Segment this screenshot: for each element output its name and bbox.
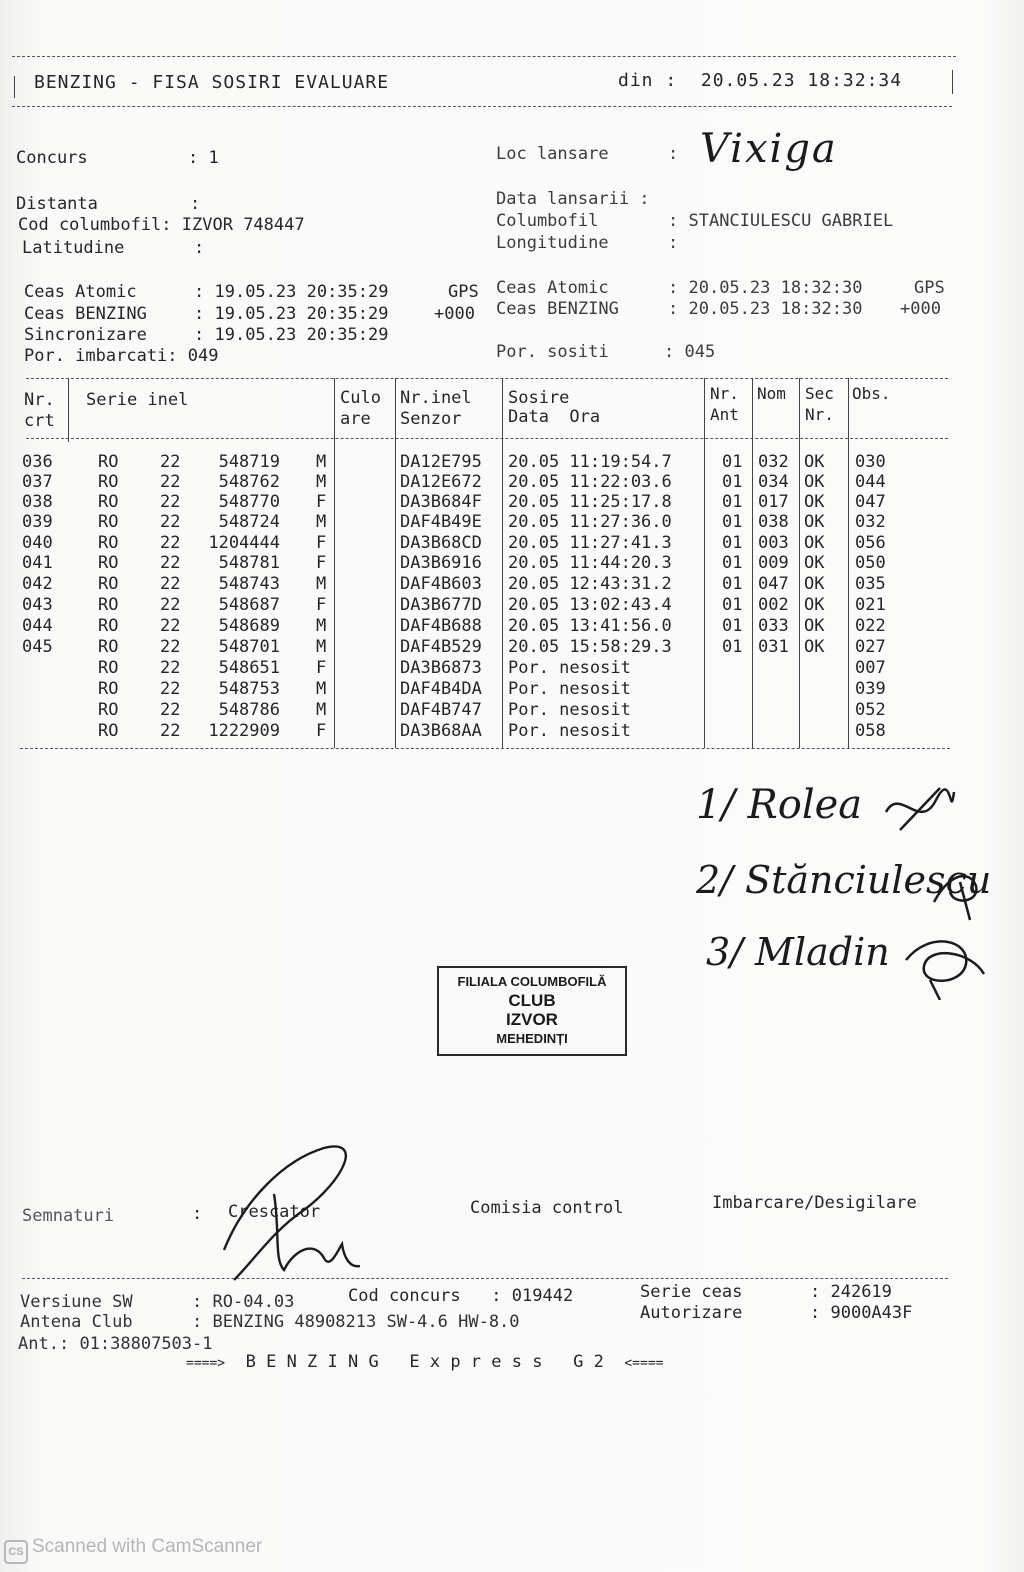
concurs-label: Concurs <box>16 148 88 168</box>
cell-ant: 01 <box>722 574 743 594</box>
cell-sosire: Por. nesosit <box>508 721 631 741</box>
table-top-rule <box>26 378 948 379</box>
cod-columbofil-line: Cod columbofil: IZVOR 748447 <box>18 215 305 235</box>
cell-sosire: 20.05 11:19:54.7 <box>508 452 672 472</box>
report-title: BENZING - FISA SOSIRI EVALUARE <box>34 72 390 93</box>
header-crt: crt <box>24 411 55 431</box>
cell-nr: 045 <box>22 637 53 657</box>
cell-senzor: DAF4B4DA <box>400 679 482 699</box>
cell-obs: 056 <box>855 533 886 553</box>
serie-ceas-value-wrap: : 242619 <box>810 1282 892 1302</box>
data-lansarii-line: Data lansarii : <box>496 189 650 209</box>
ceas-benzing-label-right: Ceas BENZING <box>496 299 619 319</box>
cell-sex: F <box>316 553 327 573</box>
versiune-line <box>20 1292 295 1312</box>
stamp-line-2: CLUB <box>508 991 556 1010</box>
sositi-label: Por. sositi <box>496 342 609 362</box>
loc-lansare-line <box>496 144 679 164</box>
col-divider <box>68 378 69 442</box>
cell-nr: 042 <box>22 574 53 594</box>
autorizare-line <box>640 1303 913 1323</box>
imbarcati-value: 049 <box>187 346 219 366</box>
header-data-ora: Data Ora <box>508 407 601 427</box>
header-serie: Serie inel <box>86 390 189 410</box>
handwritten-line-2: 2/ Stănciulescu <box>696 858 992 902</box>
cell-sex: F <box>316 492 327 512</box>
header-obs: Obs. <box>852 384 891 403</box>
cell-obs: 021 <box>855 595 886 615</box>
cell-tara: RO <box>98 658 119 678</box>
cell-obs: 052 <box>855 700 886 720</box>
distanta-colon: : <box>190 194 201 214</box>
ceas-atomic-value: 19.05.23 20:35:29 <box>214 282 389 302</box>
cell-sec: OK <box>804 553 825 573</box>
header-nom: Nom <box>757 384 786 403</box>
cell-senzor: DA12E672 <box>400 472 482 492</box>
table-row <box>0 658 1024 678</box>
signature-mark-icon <box>900 930 990 1000</box>
cell-an: 22 <box>160 595 181 615</box>
cell-senzor: DA3B6916 <box>400 553 482 573</box>
cell-an: 22 <box>160 533 181 553</box>
cell-senzor: DA3B677D <box>400 595 482 615</box>
header-are: are <box>340 409 371 429</box>
cell-ant: 01 <box>722 595 743 615</box>
cell-an: 22 <box>160 553 181 573</box>
signature-mark-icon <box>880 782 960 842</box>
camscanner-text: Scanned with CamScanner <box>32 1536 263 1557</box>
cell-nom: 032 <box>758 452 789 472</box>
cell-sosire: 20.05 11:25:17.8 <box>508 492 672 512</box>
ceas-atomic-line <box>24 282 479 302</box>
cell-nom: 009 <box>758 553 789 573</box>
cell-nr: 038 <box>22 492 53 512</box>
club-stamp <box>437 966 627 1056</box>
cell-obs: 058 <box>855 721 886 741</box>
sincronizare-label: Sincronizare <box>24 325 147 345</box>
ceas-atomic-value-wrap: : 19.05.23 20:35:29 <box>194 282 389 302</box>
semnaturi-colon: : <box>192 1204 203 1224</box>
ceas-benzing-value-wrap: : 19.05.23 20:35:29 <box>194 304 389 324</box>
cell-senzor: DA3B684F <box>400 492 482 512</box>
cell-ant: 01 <box>722 492 743 512</box>
stamp-line-1: FILIALA COLUMBOFILĂ <box>457 974 607 989</box>
table-header-rule <box>26 438 948 439</box>
table-row <box>0 512 1024 532</box>
cell-sec: OK <box>804 637 825 657</box>
benzing-offset-right: +000 <box>900 299 941 319</box>
cell-obs: 050 <box>855 553 886 573</box>
camscanner-watermark <box>4 1536 262 1564</box>
imbarcati-line: Por. imbarcati: 049 <box>24 346 219 366</box>
cell-nr: 036 <box>22 452 53 472</box>
ceas-atomic-value-right: 20.05.23 18:32:30 <box>688 278 863 298</box>
cell-an: 22 <box>160 658 181 678</box>
header-right-bar <box>952 70 953 94</box>
cell-senzor: DAF4B529 <box>400 637 482 657</box>
cod-concurs-line: Cod concurs : 019442 <box>348 1286 574 1306</box>
serie-ceas-label: Serie ceas <box>640 1282 743 1302</box>
cell-obs: 022 <box>855 616 886 636</box>
longitudine-line <box>496 233 679 253</box>
gps-label-right: GPS <box>914 278 945 298</box>
report-date-line <box>618 70 902 91</box>
header-top-rule <box>12 56 956 57</box>
report-date: 20.05.23 18:32:34 <box>700 70 903 91</box>
cod-columbofil-value: IZVOR 748447 <box>181 215 305 235</box>
cell-an: 22 <box>160 574 181 594</box>
cell-sex: M <box>316 700 327 720</box>
cell-tara: RO <box>98 574 119 594</box>
cell-tara: RO <box>98 553 119 573</box>
cell-nr: 037 <box>22 472 53 492</box>
cell-inel: 548719 <box>218 452 280 472</box>
cell-ant: 01 <box>722 472 743 492</box>
concurs-value: 1 <box>208 148 219 168</box>
concurs-value-wrap: : 1 <box>188 148 219 168</box>
concurs-line <box>16 148 219 168</box>
latitudine-colon: : <box>194 238 205 258</box>
cell-tara: RO <box>98 595 119 615</box>
cell-tara: RO <box>98 721 119 741</box>
header-ant: Ant <box>710 405 739 424</box>
sincronizare-value: 19.05.23 20:35:29 <box>214 325 389 345</box>
cell-sex: M <box>316 512 327 532</box>
cell-ant: 01 <box>722 452 743 472</box>
brand-arrow-right: <==== <box>624 1356 664 1371</box>
cell-nom: 017 <box>758 492 789 512</box>
cell-inel: 1204444 <box>208 533 280 553</box>
cell-nom: 033 <box>758 616 789 636</box>
cell-sec: OK <box>804 452 825 472</box>
distanta-line <box>16 194 201 214</box>
cell-nom: 003 <box>758 533 789 553</box>
header-bottom-rule <box>12 106 952 107</box>
handwritten-line-1: 1/ Rolea <box>696 782 863 828</box>
sositi-value-wrap: : 045 <box>664 342 716 362</box>
cell-inel: 548770 <box>218 492 280 512</box>
ceas-atomic-label: Ceas Atomic <box>24 282 137 302</box>
autorizare-value-wrap: : 9000A43F <box>810 1303 913 1323</box>
cell-sec: OK <box>804 595 825 615</box>
cell-nom: 038 <box>758 512 789 532</box>
columbofil-value: STANCIULESCU GABRIEL <box>688 211 894 231</box>
table-row <box>0 574 1024 594</box>
crescator-label: Crescator <box>228 1202 321 1222</box>
cell-sosire: 20.05 11:27:41.3 <box>508 533 672 553</box>
cod-concurs-label: Cod concurs <box>348 1286 461 1306</box>
ceas-benzing-label: Ceas BENZING <box>24 304 147 324</box>
cell-inel: 548753 <box>218 679 280 699</box>
cell-ant: 01 <box>722 512 743 532</box>
cell-obs: 044 <box>855 472 886 492</box>
camscanner-logo-icon: CS <box>4 1540 28 1564</box>
cell-tara: RO <box>98 616 119 636</box>
versiune-value: RO-04.03 <box>212 1292 295 1312</box>
table-row <box>0 721 1024 741</box>
ceas-benzing-value-right-wrap: : 20.05.23 18:32:30 <box>668 299 863 319</box>
versiune-label: Versiune SW <box>20 1292 133 1312</box>
cell-sex: M <box>316 616 327 636</box>
benzing-offset: +000 <box>434 304 475 324</box>
autorizare-label: Autorizare <box>640 1303 743 1323</box>
cell-sosire: Por. nesosit <box>508 658 631 678</box>
cell-inel: 548781 <box>218 553 280 573</box>
cell-tara: RO <box>98 452 119 472</box>
cell-tara: RO <box>98 472 119 492</box>
serie-ceas-value: 242619 <box>830 1282 892 1302</box>
cell-inel: 548743 <box>218 574 280 594</box>
table-row <box>0 553 1024 573</box>
cell-an: 22 <box>160 721 181 741</box>
imbarcare-label: Imbarcare/Desigilare <box>712 1193 917 1213</box>
latitudine-label: Latitudine <box>22 238 125 258</box>
benzing-brand-line <box>186 1352 663 1372</box>
cell-sec: OK <box>804 574 825 594</box>
cell-sec: OK <box>804 472 825 492</box>
cell-tara: RO <box>98 533 119 553</box>
cell-sex: M <box>316 574 327 594</box>
cod-columbofil-label: Cod columbofil <box>18 215 162 235</box>
cell-obs: 039 <box>855 679 886 699</box>
ceas-benzing-line <box>24 304 475 324</box>
header-nr-ant: Nr. <box>710 384 739 403</box>
date-label: din : <box>618 70 678 91</box>
ant-label: Ant.: <box>18 1334 70 1354</box>
brand-name: B E N Z I N G E x p r e s s G 2 <box>245 1352 604 1372</box>
cell-sosire: 20.05 12:43:31.2 <box>508 574 672 594</box>
cell-inel: 548724 <box>218 512 280 532</box>
longitudine-colon: : <box>668 233 679 253</box>
antena-value-wrap: : BENZING 48908213 SW-4.6 HW-8.0 <box>192 1312 520 1332</box>
cell-ant: 01 <box>722 553 743 573</box>
cell-nr: 044 <box>22 616 53 636</box>
cell-obs: 032 <box>855 512 886 532</box>
cell-inel: 548786 <box>218 700 280 720</box>
table-row <box>0 472 1024 492</box>
table-row <box>0 595 1024 615</box>
cell-nom: 002 <box>758 595 789 615</box>
ceas-atomic-value-right-wrap: : 20.05.23 18:32:30 <box>668 278 863 298</box>
cell-senzor: DAF4B49E <box>400 512 482 532</box>
cell-ant: 01 <box>722 637 743 657</box>
antena-value: BENZING 48908213 SW-4.6 HW-8.0 <box>212 1312 520 1332</box>
cell-nom: 047 <box>758 574 789 594</box>
cell-an: 22 <box>160 512 181 532</box>
cell-obs: 035 <box>855 574 886 594</box>
ant-value: 01:38807503-1 <box>79 1334 213 1354</box>
cell-sex: F <box>316 658 327 678</box>
cell-tara: RO <box>98 637 119 657</box>
cell-sex: M <box>316 679 327 699</box>
longitudine-label: Longitudine <box>496 233 609 253</box>
cell-tara: RO <box>98 512 119 532</box>
cell-nr: 039 <box>22 512 53 532</box>
latitudine-line <box>22 238 205 258</box>
loc-lansare-colon: : <box>668 144 679 164</box>
cell-an: 22 <box>160 700 181 720</box>
cell-senzor: DA3B6873 <box>400 658 482 678</box>
cell-sosire: 20.05 13:02:43.4 <box>508 595 672 615</box>
header-culo: Culo <box>340 388 381 408</box>
ceas-atomic-line-right <box>496 278 945 298</box>
header-left-bar <box>14 76 15 98</box>
loc-lansare-handwritten: Vixiga <box>700 126 838 172</box>
data-lansarii-label: Data lansarii <box>496 189 630 209</box>
cell-sosire: 20.05 11:27:36.0 <box>508 512 672 532</box>
cell-sex: F <box>316 721 327 741</box>
cell-sec: OK <box>804 616 825 636</box>
cell-sec: OK <box>804 512 825 532</box>
cell-tara: RO <box>98 679 119 699</box>
cell-senzor: DA3B68CD <box>400 533 482 553</box>
sositi-value: 045 <box>684 342 716 362</box>
table-bottom-rule <box>20 748 950 749</box>
cell-an: 22 <box>160 616 181 636</box>
cell-obs: 007 <box>855 658 886 678</box>
header-sosire: Sosire <box>508 388 570 408</box>
table-row <box>0 637 1024 657</box>
brand-arrow-left: ====> <box>186 1356 226 1371</box>
imbarcati-label: Por. imbarcati <box>24 346 168 366</box>
cell-obs: 030 <box>855 452 886 472</box>
cell-inel: 548687 <box>218 595 280 615</box>
antena-label: Antena Club <box>20 1312 133 1332</box>
cell-nom: 031 <box>758 637 789 657</box>
table-row <box>0 679 1024 699</box>
cell-inel: 548651 <box>218 658 280 678</box>
columbofil-line <box>496 211 894 231</box>
semnaturi-label: Semnaturi <box>22 1206 115 1226</box>
header-sec: Sec <box>805 384 834 403</box>
cell-inel: 548689 <box>218 616 280 636</box>
table-row <box>0 616 1024 636</box>
cell-inel: 548762 <box>218 472 280 492</box>
cell-inel: 1222909 <box>208 721 280 741</box>
cell-senzor: DAF4B747 <box>400 700 482 720</box>
footer-rule <box>22 1278 948 1279</box>
cell-sosire: 20.05 13:41:56.0 <box>508 616 672 636</box>
cell-nr: 040 <box>22 533 53 553</box>
cell-sex: F <box>316 533 327 553</box>
distanta-label: Distanta <box>16 194 98 214</box>
cell-an: 22 <box>160 472 181 492</box>
cell-obs: 047 <box>855 492 886 512</box>
cell-tara: RO <box>98 700 119 720</box>
cell-ant: 01 <box>722 533 743 553</box>
cell-sosire: Por. nesosit <box>508 700 631 720</box>
sositi-line <box>496 342 716 362</box>
cell-senzor: DA12E795 <box>400 452 482 472</box>
ant-line <box>18 1334 213 1354</box>
table-row <box>0 533 1024 553</box>
cell-inel: 548701 <box>218 637 280 657</box>
cell-sex: M <box>316 472 327 492</box>
header-nrinel: Nr.inel <box>400 388 472 408</box>
cell-sosire: 20.05 11:44:20.3 <box>508 553 672 573</box>
cell-sex: F <box>316 595 327 615</box>
cell-an: 22 <box>160 679 181 699</box>
columbofil-value-wrap: : STANCIULESCU GABRIEL <box>668 211 894 231</box>
sincronizare-value-wrap: : 19.05.23 20:35:29 <box>194 325 389 345</box>
cell-sosire: 20.05 11:22:03.6 <box>508 472 672 492</box>
antena-line <box>20 1312 520 1332</box>
ceas-benzing-line-right <box>496 299 941 319</box>
ceas-benzing-value-right: 20.05.23 18:32:30 <box>688 299 863 319</box>
table-row <box>0 700 1024 720</box>
cell-senzor: DAF4B688 <box>400 616 482 636</box>
cell-an: 22 <box>160 452 181 472</box>
stamp-line-3: IZVOR <box>506 1010 558 1029</box>
cell-senzor: DAF4B603 <box>400 574 482 594</box>
handwritten-line-3: 3/ Mladin <box>706 930 890 974</box>
breeder-signature-icon <box>214 1140 374 1290</box>
cell-sex: M <box>316 452 327 472</box>
cell-nr: 043 <box>22 595 53 615</box>
cod-concurs-value: 019442 <box>511 1286 574 1306</box>
table-row <box>0 452 1024 472</box>
cell-sex: M <box>316 637 327 657</box>
table-row <box>0 492 1024 512</box>
cell-tara: RO <box>98 492 119 512</box>
loc-lansare-label: Loc lansare <box>496 144 609 164</box>
header-nr: Nr. <box>24 390 55 410</box>
versiune-value-wrap: : RO-04.03 <box>192 1292 295 1312</box>
cell-ant: 01 <box>722 616 743 636</box>
header-senzor: Senzor <box>400 409 462 429</box>
gps-label: GPS <box>448 282 479 302</box>
columbofil-label: Columbofil <box>496 211 599 231</box>
serie-ceas-line <box>640 1282 892 1302</box>
cell-sec: OK <box>804 492 825 512</box>
cell-senzor: DA3B68AA <box>400 721 482 741</box>
cell-sec: OK <box>804 533 825 553</box>
cell-sosire: 20.05 15:58:29.3 <box>508 637 672 657</box>
cell-an: 22 <box>160 492 181 512</box>
signature-mark-icon <box>930 862 990 922</box>
comisia-label: Comisia control <box>470 1198 624 1218</box>
sincronizare-line <box>24 325 389 345</box>
stamp-line-4: MEHEDINȚI <box>496 1031 568 1046</box>
header-sec-nr: Nr. <box>805 405 834 424</box>
ceas-benzing-value: 19.05.23 20:35:29 <box>214 304 389 324</box>
autorizare-value: 9000A43F <box>830 1303 913 1323</box>
cell-nr: 041 <box>22 553 53 573</box>
cell-obs: 027 <box>855 637 886 657</box>
cell-an: 22 <box>160 637 181 657</box>
cell-nom: 034 <box>758 472 789 492</box>
ceas-atomic-label-right: Ceas Atomic <box>496 278 609 298</box>
cell-sosire: Por. nesosit <box>508 679 631 699</box>
